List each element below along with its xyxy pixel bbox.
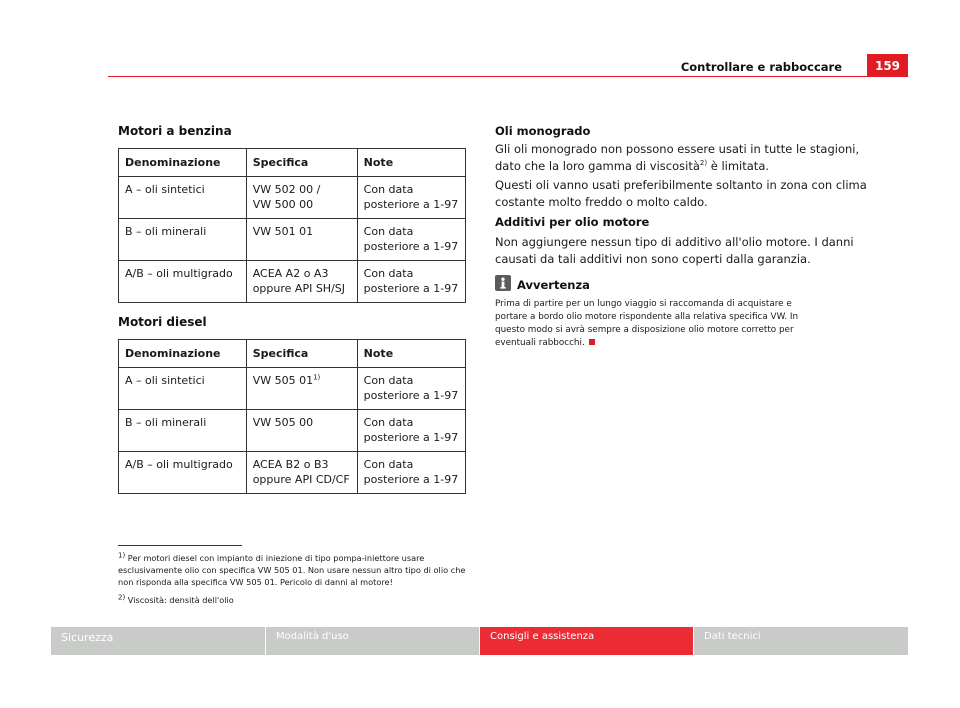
page-number: 159 bbox=[867, 54, 908, 76]
end-of-section-marker bbox=[589, 339, 595, 345]
table-cell bbox=[357, 410, 465, 452]
column-header: Note bbox=[357, 149, 465, 177]
diesel-engines-title: Motori diesel bbox=[118, 315, 207, 329]
footnote-ref: 2) bbox=[699, 159, 708, 168]
nav-tab-usage[interactable]: Modalità d'uso bbox=[266, 627, 479, 655]
text-line: non risponda alla specifica VW 505 01. Pericolo di danni al motore! bbox=[118, 577, 393, 587]
table-row bbox=[119, 452, 466, 494]
text-line: costante molto freddo o molto caldo. bbox=[495, 195, 708, 209]
table-header-row bbox=[119, 340, 466, 368]
table-cell: A/B – oli multigrado bbox=[119, 452, 247, 494]
column-header: Specifica bbox=[246, 149, 357, 177]
table-cell bbox=[246, 452, 357, 494]
text-span: Viscosità: densità dell'olio bbox=[127, 595, 234, 605]
text-line: esclusivamente olio con specifica VW 505 01. Non usare nessun altro tipo di olio che bbox=[118, 565, 466, 575]
footnote-mark: 1) bbox=[118, 551, 126, 560]
footnote-rule bbox=[118, 545, 242, 546]
column-header: Note bbox=[357, 340, 465, 368]
table-cell bbox=[357, 177, 465, 219]
note-line: Con data bbox=[363, 267, 414, 280]
note-line: Con data bbox=[363, 183, 414, 196]
table-cell bbox=[357, 261, 465, 303]
text-span: è limitata. bbox=[707, 159, 770, 173]
spec-line: ACEA B2 o B3 bbox=[252, 458, 329, 471]
warning-paragraph bbox=[495, 298, 855, 350]
table-cell bbox=[357, 219, 465, 261]
warning-heading: Avvertenza bbox=[517, 278, 590, 292]
text-line: portare a bordo olio motore rispondente alla relativa specifica VW. In bbox=[495, 312, 799, 322]
table-row bbox=[119, 219, 466, 261]
text-line bbox=[495, 158, 875, 175]
spec-line: VW 500 00 bbox=[252, 198, 314, 211]
table-cell bbox=[357, 452, 465, 494]
table-cell: A – oli sintetici bbox=[119, 177, 247, 219]
table-cell: VW 501 01 bbox=[246, 219, 357, 261]
text-line: Non aggiungere nessun tipo di additivo all'olio motore. I danni bbox=[495, 235, 854, 249]
spec-line: oppure API SH/SJ bbox=[252, 282, 345, 295]
additives-paragraph bbox=[495, 234, 875, 268]
note-line: Con data bbox=[363, 416, 414, 429]
header-rule bbox=[108, 76, 908, 77]
mono-oils-paragraph-1 bbox=[495, 141, 875, 175]
table-row bbox=[119, 368, 466, 410]
note-line: Con data bbox=[363, 374, 414, 387]
note-line: posteriore a 1-97 bbox=[363, 198, 459, 211]
spec-line: oppure API CD/CF bbox=[252, 473, 350, 486]
text-line bbox=[118, 552, 478, 564]
text-span: eventuali rabbocchi. bbox=[495, 338, 585, 348]
table-cell: A/B – oli multigrado bbox=[119, 261, 247, 303]
note-line: posteriore a 1-97 bbox=[363, 431, 459, 444]
column-header: Specifica bbox=[246, 340, 357, 368]
table-cell: B – oli minerali bbox=[119, 219, 247, 261]
text-line bbox=[118, 594, 478, 606]
table-cell bbox=[246, 177, 357, 219]
text-line bbox=[495, 337, 855, 350]
footnote-2 bbox=[118, 594, 478, 606]
note-line: Con data bbox=[363, 225, 414, 238]
table-row bbox=[119, 410, 466, 452]
note-line: posteriore a 1-97 bbox=[363, 473, 459, 486]
text-line: Questi oli vanno usati preferibilmente soltanto in zona con clima bbox=[495, 178, 867, 192]
table-cell: B – oli minerali bbox=[119, 410, 247, 452]
nav-tab-technical-data[interactable]: Dati tecnici bbox=[694, 627, 908, 655]
footnote-ref: 1) bbox=[313, 373, 321, 382]
text-line: Prima di partire per un lungo viaggio si raccomanda di acquistare e bbox=[495, 299, 792, 309]
petrol-oil-table bbox=[118, 148, 466, 303]
text-line: Gli oli monogrado non possono essere usati in tutte le stagioni, bbox=[495, 142, 860, 156]
petrol-engines-title: Motori a benzina bbox=[118, 124, 232, 138]
column-header: Denominazione bbox=[119, 149, 247, 177]
table-cell bbox=[246, 368, 357, 410]
nav-tab-tips-assistance[interactable]: Consigli e assistenza bbox=[480, 627, 693, 655]
text-line: causati da tali additivi non sono coperti dalla garanzia. bbox=[495, 252, 811, 266]
chapter-title: Controllare e rabboccare bbox=[680, 60, 842, 74]
mono-oils-paragraph-2 bbox=[495, 177, 875, 211]
note-line: Con data bbox=[363, 458, 414, 471]
additives-heading: Additivi per olio motore bbox=[495, 215, 650, 229]
text-line: questo modo si avrà sempre a disposizione olio motore corretto per bbox=[495, 325, 794, 335]
table-cell bbox=[357, 368, 465, 410]
table-header-row bbox=[119, 149, 466, 177]
diesel-oil-table bbox=[118, 339, 466, 494]
info-icon bbox=[495, 275, 511, 291]
table-cell bbox=[246, 261, 357, 303]
text-span: dato che la loro gamma di viscosità bbox=[495, 159, 700, 173]
table-cell: A – oli sintetici bbox=[119, 368, 247, 410]
spec-line: VW 502 00 / bbox=[252, 183, 321, 196]
table-row bbox=[119, 177, 466, 219]
nav-tab-safety[interactable]: Sicurezza bbox=[51, 627, 265, 655]
note-line: posteriore a 1-97 bbox=[363, 389, 459, 402]
text-span: Per motori diesel con impianto di iniezione di tipo pompa-iniettore usare bbox=[127, 553, 425, 563]
note-line: posteriore a 1-97 bbox=[363, 282, 459, 295]
mono-oils-heading: Oli monogrado bbox=[495, 124, 591, 138]
table-row bbox=[119, 261, 466, 303]
footnote-mark: 2) bbox=[118, 593, 126, 602]
footnote-1 bbox=[118, 552, 478, 588]
table-cell: VW 505 00 bbox=[246, 410, 357, 452]
note-line: posteriore a 1-97 bbox=[363, 240, 459, 253]
spec-line: ACEA A2 o A3 bbox=[252, 267, 329, 280]
column-header: Denominazione bbox=[119, 340, 247, 368]
spec-line: VW 505 01 bbox=[252, 374, 314, 387]
